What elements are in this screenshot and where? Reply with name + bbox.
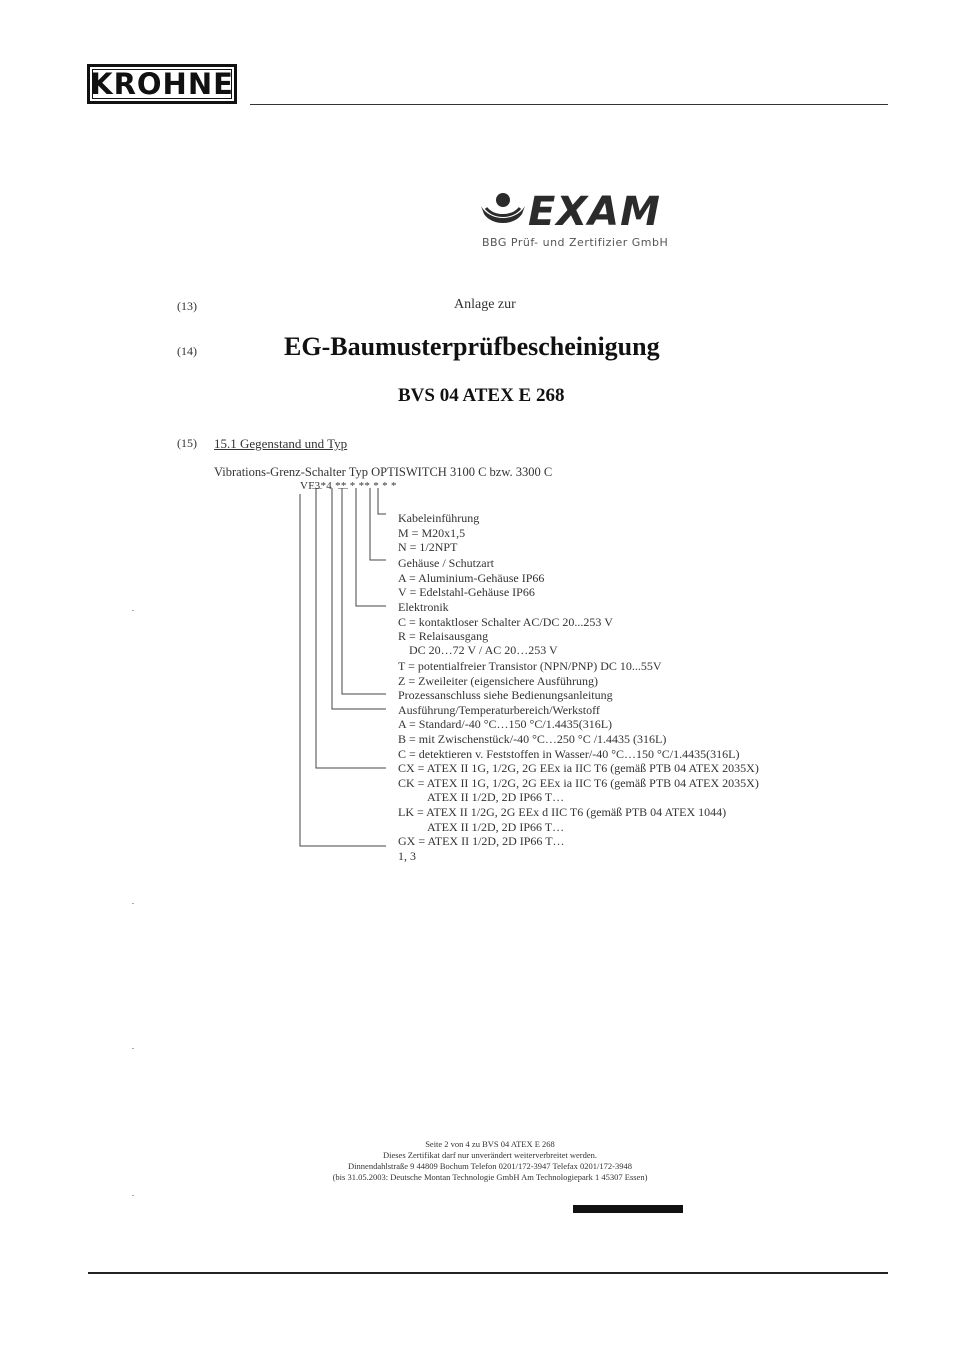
exam-logo-icon xyxy=(480,192,526,228)
footer-rule xyxy=(88,1272,888,1274)
option-item: ATEX II 1/2D, 2D IP66 T… xyxy=(427,820,565,834)
option-item: Elektronik xyxy=(398,600,449,614)
scan-speck xyxy=(132,1048,134,1049)
anlage-label: Anlage zur xyxy=(454,297,516,312)
option-item: DC 20…72 V / AC 20…253 V xyxy=(409,643,558,657)
exam-logo-text: EXAM xyxy=(528,189,661,235)
option-item: ATEX II 1/2D, 2D IP66 T… xyxy=(427,790,565,804)
option-item: M = M20x1,5 xyxy=(398,526,466,540)
option-item: C = kontaktloser Schalter AC/DC 20...253 V xyxy=(398,615,613,629)
scan-speck xyxy=(132,903,134,904)
option-item: 1, 3 xyxy=(398,849,416,863)
option-item: GX = ATEX II 1/2D, 2D IP66 T… xyxy=(398,834,565,848)
field-number-14: (14) xyxy=(177,344,197,358)
footer-line: (bis 31.05.2003: Deutsche Montan Technologie GmbH Am Technologiepark 1 45307 Essen) xyxy=(332,1172,648,1182)
option-item: R = Relaisausgang xyxy=(398,629,489,643)
document-title: EG-Baumusterprüfbescheinigung xyxy=(284,332,660,361)
header-rule xyxy=(250,104,888,105)
scan-speck xyxy=(132,610,134,611)
option-item: Prozessanschluss siehe Bedienungsanleitung xyxy=(398,688,613,702)
field-number-15: (15) xyxy=(177,436,197,450)
redaction-bar xyxy=(573,1205,683,1213)
certificate-number: BVS 04 ATEX E 268 xyxy=(398,385,565,406)
option-item: Gehäuse / Schutzart xyxy=(398,556,494,570)
option-item: V = Edelstahl-Gehäuse IP66 xyxy=(398,585,535,599)
option-item: B = mit Zwischenstück/-40 °C…250 °C /1.4435 (316L) xyxy=(398,732,667,746)
section-heading: 15.1 Gegenstand und Typ xyxy=(214,436,348,451)
option-item: LK = ATEX II 1/2G, 2G EEx d IIC T6 (gemäß PTB 04 ATEX 1044) xyxy=(398,805,727,819)
option-item: A = Aluminium-Gehäuse IP66 xyxy=(398,571,545,585)
option-item: T = potentialfreier Transistor (NPN/PNP) DC 10...55V xyxy=(398,659,662,673)
option-item: N = 1/2NPT xyxy=(398,540,458,554)
option-item: Kabeleinführung xyxy=(398,511,480,525)
product-description: Vibrations-Grenz-Schalter Typ OPTISWITCH 3100 C bzw. 3300 C xyxy=(214,465,553,479)
type-code: VF3*4 ** * ** * * * xyxy=(300,480,397,492)
scan-speck xyxy=(132,1195,134,1196)
certificate-footer xyxy=(300,1139,680,1183)
footer-line: Dieses Zertifikat darf nur unverändert weiterverbreitet werden. xyxy=(382,1150,598,1160)
krohne-logo: KROHNE xyxy=(87,64,237,104)
footer-line: Dinnendahlstraße 9 44809 Bochum Telefon 0201/172-3947 Telefax 0201/172-3948 xyxy=(348,1161,632,1171)
type-code-tree xyxy=(290,488,410,858)
option-item: A = Standard/-40 °C…150 °C/1.4435(316L) xyxy=(398,717,613,731)
option-item: CX = ATEX II 1G, 1/2G, 2G EEx ia IIC T6 (gemäß PTB 04 ATEX 2035X) xyxy=(398,761,759,775)
exam-subtitle: BBG Prüf- und Zertifizier GmbH xyxy=(482,236,669,249)
option-item: Z = Zweileiter (eigensichere Ausführung) xyxy=(398,674,599,688)
footer-line: Seite 2 von 4 zu BVS 04 ATEX E 268 xyxy=(425,1139,555,1149)
option-item: C = detektieren v. Feststoffen in Wasser/-40 °C…150 °C/1.4435(316L) xyxy=(398,747,740,761)
field-number-13: (13) xyxy=(177,299,197,313)
option-item: Ausführung/Temperaturbereich/Werkstoff xyxy=(398,703,600,717)
option-item: CK = ATEX II 1G, 1/2G, 2G EEx ia IIC T6 (gemäß PTB 04 ATEX 2035X) xyxy=(398,776,759,790)
